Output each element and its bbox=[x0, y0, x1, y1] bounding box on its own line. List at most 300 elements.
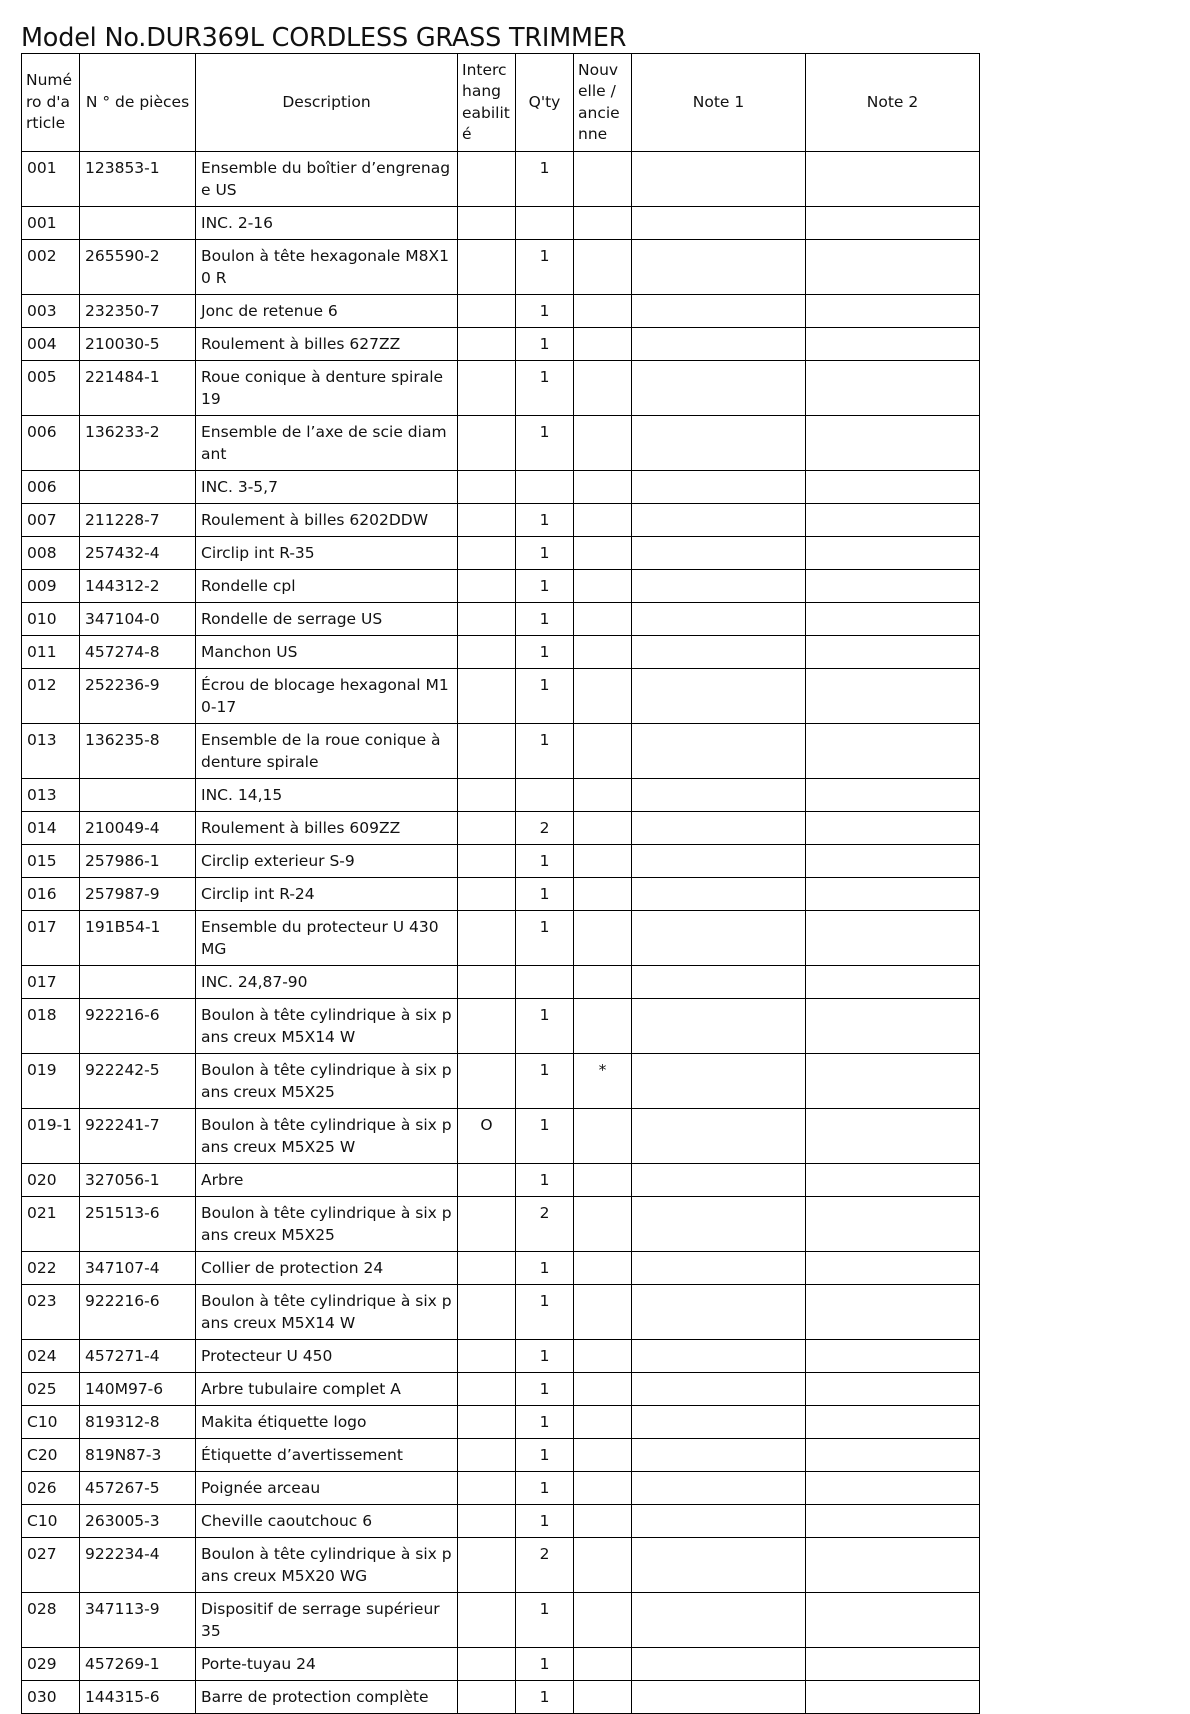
cell-part-number: 347104-0 bbox=[80, 603, 196, 636]
table-row bbox=[22, 779, 980, 812]
table-row bbox=[22, 1648, 980, 1681]
cell-note-2 bbox=[806, 603, 980, 636]
parts-table-body bbox=[22, 152, 980, 1714]
cell-quantity: 1 bbox=[516, 1109, 574, 1164]
cell-interchangeability bbox=[458, 966, 516, 999]
cell-interchangeability bbox=[458, 845, 516, 878]
cell-quantity: 1 bbox=[516, 1406, 574, 1439]
cell-note-1 bbox=[632, 1472, 806, 1505]
table-row bbox=[22, 669, 980, 724]
cell-note-1 bbox=[632, 416, 806, 471]
cell-article-number: 007 bbox=[22, 504, 80, 537]
cell-note-1 bbox=[632, 1285, 806, 1340]
cell-quantity: 1 bbox=[516, 1340, 574, 1373]
cell-interchangeability bbox=[458, 636, 516, 669]
cell-part-number: 232350-7 bbox=[80, 295, 196, 328]
cell-description: Circlip int R-24 bbox=[196, 878, 458, 911]
cell-quantity: 1 bbox=[516, 603, 574, 636]
cell-description: Jonc de retenue 6 bbox=[196, 295, 458, 328]
cell-note-2 bbox=[806, 1439, 980, 1472]
cell-part-number: 210030-5 bbox=[80, 328, 196, 361]
cell-new-old bbox=[574, 570, 632, 603]
table-row bbox=[22, 1439, 980, 1472]
cell-note-1 bbox=[632, 328, 806, 361]
table-row bbox=[22, 636, 980, 669]
header-note-1: Note 1 bbox=[632, 54, 806, 152]
cell-new-old bbox=[574, 724, 632, 779]
cell-description: Manchon US bbox=[196, 636, 458, 669]
cell-part-number: 819312-8 bbox=[80, 1406, 196, 1439]
cell-quantity: 1 bbox=[516, 1472, 574, 1505]
cell-interchangeability bbox=[458, 1054, 516, 1109]
cell-part-number bbox=[80, 966, 196, 999]
cell-article-number: 013 bbox=[22, 724, 80, 779]
table-header-row bbox=[22, 54, 980, 152]
cell-part-number: 922234-4 bbox=[80, 1538, 196, 1593]
cell-part-number bbox=[80, 471, 196, 504]
cell-interchangeability bbox=[458, 724, 516, 779]
cell-interchangeability bbox=[458, 152, 516, 207]
cell-description: Étiquette d’avertissement bbox=[196, 1439, 458, 1472]
cell-note-2 bbox=[806, 1505, 980, 1538]
cell-note-2 bbox=[806, 779, 980, 812]
cell-quantity: 1 bbox=[516, 724, 574, 779]
cell-note-1 bbox=[632, 779, 806, 812]
cell-article-number: 022 bbox=[22, 1252, 80, 1285]
table-row bbox=[22, 812, 980, 845]
cell-article-number: C20 bbox=[22, 1439, 80, 1472]
cell-description: INC. 2-16 bbox=[196, 207, 458, 240]
cell-note-1 bbox=[632, 537, 806, 570]
cell-quantity: 1 bbox=[516, 328, 574, 361]
cell-description: Ensemble de la roue conique à denture spirale bbox=[196, 724, 458, 779]
table-row bbox=[22, 911, 980, 966]
cell-interchangeability bbox=[458, 1164, 516, 1197]
cell-note-1 bbox=[632, 1373, 806, 1406]
cell-note-1 bbox=[632, 295, 806, 328]
table-row bbox=[22, 1197, 980, 1252]
cell-article-number: 030 bbox=[22, 1681, 80, 1714]
cell-part-number: 922241-7 bbox=[80, 1109, 196, 1164]
cell-note-2 bbox=[806, 1406, 980, 1439]
cell-note-2 bbox=[806, 1109, 980, 1164]
cell-part-number: 257987-9 bbox=[80, 878, 196, 911]
cell-interchangeability bbox=[458, 911, 516, 966]
cell-article-number: 029 bbox=[22, 1648, 80, 1681]
cell-note-2 bbox=[806, 669, 980, 724]
cell-quantity bbox=[516, 966, 574, 999]
table-row bbox=[22, 240, 980, 295]
cell-part-number: 922242-5 bbox=[80, 1054, 196, 1109]
cell-description: Rondelle de serrage US bbox=[196, 603, 458, 636]
cell-interchangeability bbox=[458, 1472, 516, 1505]
cell-note-2 bbox=[806, 1197, 980, 1252]
header-note-2: Note 2 bbox=[806, 54, 980, 152]
table-row bbox=[22, 207, 980, 240]
cell-quantity: 1 bbox=[516, 504, 574, 537]
table-row bbox=[22, 1406, 980, 1439]
cell-article-number: 026 bbox=[22, 1472, 80, 1505]
cell-note-2 bbox=[806, 471, 980, 504]
cell-new-old bbox=[574, 1340, 632, 1373]
cell-interchangeability: O bbox=[458, 1109, 516, 1164]
table-row bbox=[22, 1054, 980, 1109]
cell-note-1 bbox=[632, 1681, 806, 1714]
cell-note-1 bbox=[632, 1164, 806, 1197]
cell-note-1 bbox=[632, 1406, 806, 1439]
cell-description: Boulon à tête cylindrique à six pans creux M5X20 WG bbox=[196, 1538, 458, 1593]
cell-part-number: 123853-1 bbox=[80, 152, 196, 207]
cell-description: Boulon à tête cylindrique à six pans creux M5X14 W bbox=[196, 1285, 458, 1340]
cell-note-2 bbox=[806, 416, 980, 471]
table-row bbox=[22, 537, 980, 570]
table-row bbox=[22, 999, 980, 1054]
cell-part-number: 257432-4 bbox=[80, 537, 196, 570]
cell-interchangeability bbox=[458, 812, 516, 845]
cell-note-1 bbox=[632, 1593, 806, 1648]
cell-description: Protecteur U 450 bbox=[196, 1340, 458, 1373]
cell-description: Porte-tuyau 24 bbox=[196, 1648, 458, 1681]
table-row bbox=[22, 845, 980, 878]
cell-article-number: 010 bbox=[22, 603, 80, 636]
cell-note-2 bbox=[806, 1648, 980, 1681]
cell-note-1 bbox=[632, 724, 806, 779]
cell-new-old bbox=[574, 504, 632, 537]
cell-part-number: 327056-1 bbox=[80, 1164, 196, 1197]
header-description: Description bbox=[196, 54, 458, 152]
cell-note-2 bbox=[806, 1054, 980, 1109]
cell-quantity: 1 bbox=[516, 1252, 574, 1285]
cell-new-old bbox=[574, 1538, 632, 1593]
cell-article-number: 021 bbox=[22, 1197, 80, 1252]
cell-description: Ensemble de l’axe de scie diamant bbox=[196, 416, 458, 471]
cell-note-2 bbox=[806, 1340, 980, 1373]
cell-article-number: 009 bbox=[22, 570, 80, 603]
table-row bbox=[22, 1505, 980, 1538]
cell-quantity: 1 bbox=[516, 1439, 574, 1472]
cell-article-number: 017 bbox=[22, 966, 80, 999]
cell-description: Écrou de blocage hexagonal M10-17 bbox=[196, 669, 458, 724]
cell-new-old: * bbox=[574, 1054, 632, 1109]
cell-description: Roulement à billes 6202DDW bbox=[196, 504, 458, 537]
cell-part-number: 457267-5 bbox=[80, 1472, 196, 1505]
table-row bbox=[22, 1593, 980, 1648]
cell-description: Circlip int R-35 bbox=[196, 537, 458, 570]
cell-note-2 bbox=[806, 361, 980, 416]
cell-note-1 bbox=[632, 1505, 806, 1538]
cell-article-number: C10 bbox=[22, 1406, 80, 1439]
cell-new-old bbox=[574, 603, 632, 636]
cell-note-2 bbox=[806, 1373, 980, 1406]
cell-new-old bbox=[574, 1472, 632, 1505]
cell-article-number: 002 bbox=[22, 240, 80, 295]
cell-note-1 bbox=[632, 361, 806, 416]
cell-description: Dispositif de serrage supérieur 35 bbox=[196, 1593, 458, 1648]
cell-interchangeability bbox=[458, 416, 516, 471]
cell-note-1 bbox=[632, 471, 806, 504]
cell-part-number: 136235-8 bbox=[80, 724, 196, 779]
table-row bbox=[22, 1373, 980, 1406]
header-quantity: Q'ty bbox=[516, 54, 574, 152]
cell-interchangeability bbox=[458, 1505, 516, 1538]
table-row bbox=[22, 152, 980, 207]
cell-new-old bbox=[574, 1681, 632, 1714]
cell-note-2 bbox=[806, 1681, 980, 1714]
cell-new-old bbox=[574, 1593, 632, 1648]
cell-note-1 bbox=[632, 1054, 806, 1109]
cell-interchangeability bbox=[458, 240, 516, 295]
cell-note-2 bbox=[806, 504, 980, 537]
cell-note-2 bbox=[806, 845, 980, 878]
cell-note-2 bbox=[806, 240, 980, 295]
cell-quantity: 1 bbox=[516, 911, 574, 966]
cell-quantity: 1 bbox=[516, 361, 574, 416]
cell-note-1 bbox=[632, 1648, 806, 1681]
cell-note-2 bbox=[806, 812, 980, 845]
cell-interchangeability bbox=[458, 207, 516, 240]
cell-part-number: 210049-4 bbox=[80, 812, 196, 845]
cell-new-old bbox=[574, 999, 632, 1054]
cell-note-1 bbox=[632, 812, 806, 845]
cell-new-old bbox=[574, 812, 632, 845]
cell-new-old bbox=[574, 1439, 632, 1472]
cell-description: Roulement à billes 609ZZ bbox=[196, 812, 458, 845]
cell-quantity: 1 bbox=[516, 1505, 574, 1538]
table-row bbox=[22, 724, 980, 779]
cell-note-2 bbox=[806, 724, 980, 779]
cell-quantity: 1 bbox=[516, 152, 574, 207]
cell-quantity: 2 bbox=[516, 812, 574, 845]
cell-quantity: 1 bbox=[516, 999, 574, 1054]
cell-new-old bbox=[574, 152, 632, 207]
cell-quantity bbox=[516, 779, 574, 812]
cell-quantity: 1 bbox=[516, 1648, 574, 1681]
table-row bbox=[22, 1681, 980, 1714]
header-new-old: Nouv elle / ancie nne bbox=[574, 54, 632, 152]
cell-quantity: 1 bbox=[516, 878, 574, 911]
cell-new-old bbox=[574, 1373, 632, 1406]
cell-note-2 bbox=[806, 1593, 980, 1648]
cell-interchangeability bbox=[458, 1538, 516, 1593]
cell-note-1 bbox=[632, 1439, 806, 1472]
cell-new-old bbox=[574, 779, 632, 812]
table-row bbox=[22, 295, 980, 328]
cell-quantity: 1 bbox=[516, 1373, 574, 1406]
cell-description: Roue conique à denture spirale 19 bbox=[196, 361, 458, 416]
cell-note-1 bbox=[632, 999, 806, 1054]
cell-new-old bbox=[574, 1109, 632, 1164]
cell-note-1 bbox=[632, 570, 806, 603]
cell-part-number: 347107-4 bbox=[80, 1252, 196, 1285]
cell-article-number: 025 bbox=[22, 1373, 80, 1406]
cell-quantity: 1 bbox=[516, 669, 574, 724]
cell-interchangeability bbox=[458, 1439, 516, 1472]
cell-new-old bbox=[574, 1197, 632, 1252]
cell-quantity: 1 bbox=[516, 1164, 574, 1197]
cell-description: INC. 14,15 bbox=[196, 779, 458, 812]
cell-interchangeability bbox=[458, 1406, 516, 1439]
cell-note-1 bbox=[632, 152, 806, 207]
cell-part-number: 144312-2 bbox=[80, 570, 196, 603]
cell-note-1 bbox=[632, 504, 806, 537]
cell-note-2 bbox=[806, 328, 980, 361]
cell-description: Barre de protection complète bbox=[196, 1681, 458, 1714]
cell-description: Makita étiquette logo bbox=[196, 1406, 458, 1439]
cell-description: Boulon à tête hexagonale M8X10 R bbox=[196, 240, 458, 295]
cell-note-1 bbox=[632, 1252, 806, 1285]
cell-quantity: 2 bbox=[516, 1197, 574, 1252]
cell-new-old bbox=[574, 878, 632, 911]
cell-quantity: 1 bbox=[516, 416, 574, 471]
cell-article-number: 005 bbox=[22, 361, 80, 416]
cell-note-1 bbox=[632, 669, 806, 724]
cell-quantity: 1 bbox=[516, 1681, 574, 1714]
cell-interchangeability bbox=[458, 999, 516, 1054]
cell-note-1 bbox=[632, 1197, 806, 1252]
cell-article-number: 019-1 bbox=[22, 1109, 80, 1164]
cell-interchangeability bbox=[458, 1340, 516, 1373]
cell-article-number: 027 bbox=[22, 1538, 80, 1593]
cell-description: Arbre tubulaire complet A bbox=[196, 1373, 458, 1406]
cell-new-old bbox=[574, 636, 632, 669]
cell-note-2 bbox=[806, 966, 980, 999]
cell-interchangeability bbox=[458, 1285, 516, 1340]
cell-interchangeability bbox=[458, 1648, 516, 1681]
cell-part-number: 211228-7 bbox=[80, 504, 196, 537]
cell-description: INC. 3-5,7 bbox=[196, 471, 458, 504]
cell-note-1 bbox=[632, 636, 806, 669]
table-row bbox=[22, 1164, 980, 1197]
cell-description: Ensemble du protecteur U 430 MG bbox=[196, 911, 458, 966]
cell-new-old bbox=[574, 471, 632, 504]
cell-part-number bbox=[80, 779, 196, 812]
cell-article-number: 023 bbox=[22, 1285, 80, 1340]
cell-article-number: 011 bbox=[22, 636, 80, 669]
cell-note-1 bbox=[632, 911, 806, 966]
cell-note-2 bbox=[806, 1285, 980, 1340]
cell-interchangeability bbox=[458, 361, 516, 416]
cell-note-2 bbox=[806, 1164, 980, 1197]
cell-interchangeability bbox=[458, 1593, 516, 1648]
cell-article-number: 016 bbox=[22, 878, 80, 911]
cell-article-number: 028 bbox=[22, 1593, 80, 1648]
cell-article-number: 008 bbox=[22, 537, 80, 570]
cell-note-2 bbox=[806, 1472, 980, 1505]
cell-note-2 bbox=[806, 878, 980, 911]
cell-description: Circlip exterieur S-9 bbox=[196, 845, 458, 878]
cell-part-number: 136233-2 bbox=[80, 416, 196, 471]
cell-part-number: 252236-9 bbox=[80, 669, 196, 724]
cell-part-number: 457274-8 bbox=[80, 636, 196, 669]
cell-part-number: 251513-6 bbox=[80, 1197, 196, 1252]
cell-interchangeability bbox=[458, 570, 516, 603]
cell-article-number: 019 bbox=[22, 1054, 80, 1109]
cell-part-number: 457271-4 bbox=[80, 1340, 196, 1373]
cell-part-number: 221484-1 bbox=[80, 361, 196, 416]
cell-part-number: 819N87-3 bbox=[80, 1439, 196, 1472]
cell-quantity: 1 bbox=[516, 1285, 574, 1340]
cell-quantity bbox=[516, 207, 574, 240]
table-row bbox=[22, 328, 980, 361]
cell-quantity: 1 bbox=[516, 636, 574, 669]
cell-quantity: 2 bbox=[516, 1538, 574, 1593]
cell-new-old bbox=[574, 295, 632, 328]
cell-article-number: 024 bbox=[22, 1340, 80, 1373]
cell-article-number: 020 bbox=[22, 1164, 80, 1197]
cell-interchangeability bbox=[458, 295, 516, 328]
cell-part-number: 922216-6 bbox=[80, 999, 196, 1054]
cell-description: Boulon à tête cylindrique à six pans creux M5X25 bbox=[196, 1197, 458, 1252]
cell-interchangeability bbox=[458, 779, 516, 812]
table-row bbox=[22, 603, 980, 636]
cell-part-number: 191B54-1 bbox=[80, 911, 196, 966]
cell-part-number: 922216-6 bbox=[80, 1285, 196, 1340]
cell-article-number: 006 bbox=[22, 471, 80, 504]
page-title: Model No.DUR369L CORDLESS GRASS TRIMMER bbox=[21, 23, 627, 53]
cell-interchangeability bbox=[458, 878, 516, 911]
cell-quantity: 1 bbox=[516, 537, 574, 570]
cell-new-old bbox=[574, 1406, 632, 1439]
cell-description: Rondelle cpl bbox=[196, 570, 458, 603]
cell-note-1 bbox=[632, 240, 806, 295]
cell-quantity: 1 bbox=[516, 240, 574, 295]
cell-description: Boulon à tête cylindrique à six pans creux M5X25 bbox=[196, 1054, 458, 1109]
cell-article-number: 001 bbox=[22, 207, 80, 240]
cell-article-number: 017 bbox=[22, 911, 80, 966]
cell-new-old bbox=[574, 1252, 632, 1285]
cell-description: Poignée arceau bbox=[196, 1472, 458, 1505]
table-row bbox=[22, 1285, 980, 1340]
cell-note-2 bbox=[806, 911, 980, 966]
cell-description: Ensemble du boîtier d’engrenage US bbox=[196, 152, 458, 207]
cell-new-old bbox=[574, 966, 632, 999]
cell-quantity: 1 bbox=[516, 1054, 574, 1109]
cell-description: Boulon à tête cylindrique à six pans creux M5X25 W bbox=[196, 1109, 458, 1164]
cell-description: Boulon à tête cylindrique à six pans creux M5X14 W bbox=[196, 999, 458, 1054]
cell-new-old bbox=[574, 669, 632, 724]
table-row bbox=[22, 361, 980, 416]
table-row bbox=[22, 471, 980, 504]
cell-part-number: 347113-9 bbox=[80, 1593, 196, 1648]
cell-description: Cheville caoutchouc 6 bbox=[196, 1505, 458, 1538]
cell-new-old bbox=[574, 1285, 632, 1340]
cell-interchangeability bbox=[458, 1681, 516, 1714]
cell-note-2 bbox=[806, 1538, 980, 1593]
cell-note-2 bbox=[806, 1252, 980, 1285]
cell-interchangeability bbox=[458, 669, 516, 724]
cell-part-number: 265590-2 bbox=[80, 240, 196, 295]
cell-description: Collier de protection 24 bbox=[196, 1252, 458, 1285]
cell-note-1 bbox=[632, 966, 806, 999]
cell-note-2 bbox=[806, 537, 980, 570]
cell-part-number: 263005-3 bbox=[80, 1505, 196, 1538]
cell-description: Roulement à billes 627ZZ bbox=[196, 328, 458, 361]
cell-new-old bbox=[574, 1164, 632, 1197]
cell-article-number: 015 bbox=[22, 845, 80, 878]
parts-table bbox=[21, 53, 980, 1714]
cell-interchangeability bbox=[458, 537, 516, 570]
cell-new-old bbox=[574, 361, 632, 416]
header-interchangeability: Interc hang eabilit é bbox=[458, 54, 516, 152]
cell-note-2 bbox=[806, 152, 980, 207]
table-row bbox=[22, 878, 980, 911]
table-row bbox=[22, 1538, 980, 1593]
cell-new-old bbox=[574, 416, 632, 471]
cell-note-2 bbox=[806, 570, 980, 603]
table-row bbox=[22, 1109, 980, 1164]
cell-article-number: 014 bbox=[22, 812, 80, 845]
cell-quantity: 1 bbox=[516, 845, 574, 878]
